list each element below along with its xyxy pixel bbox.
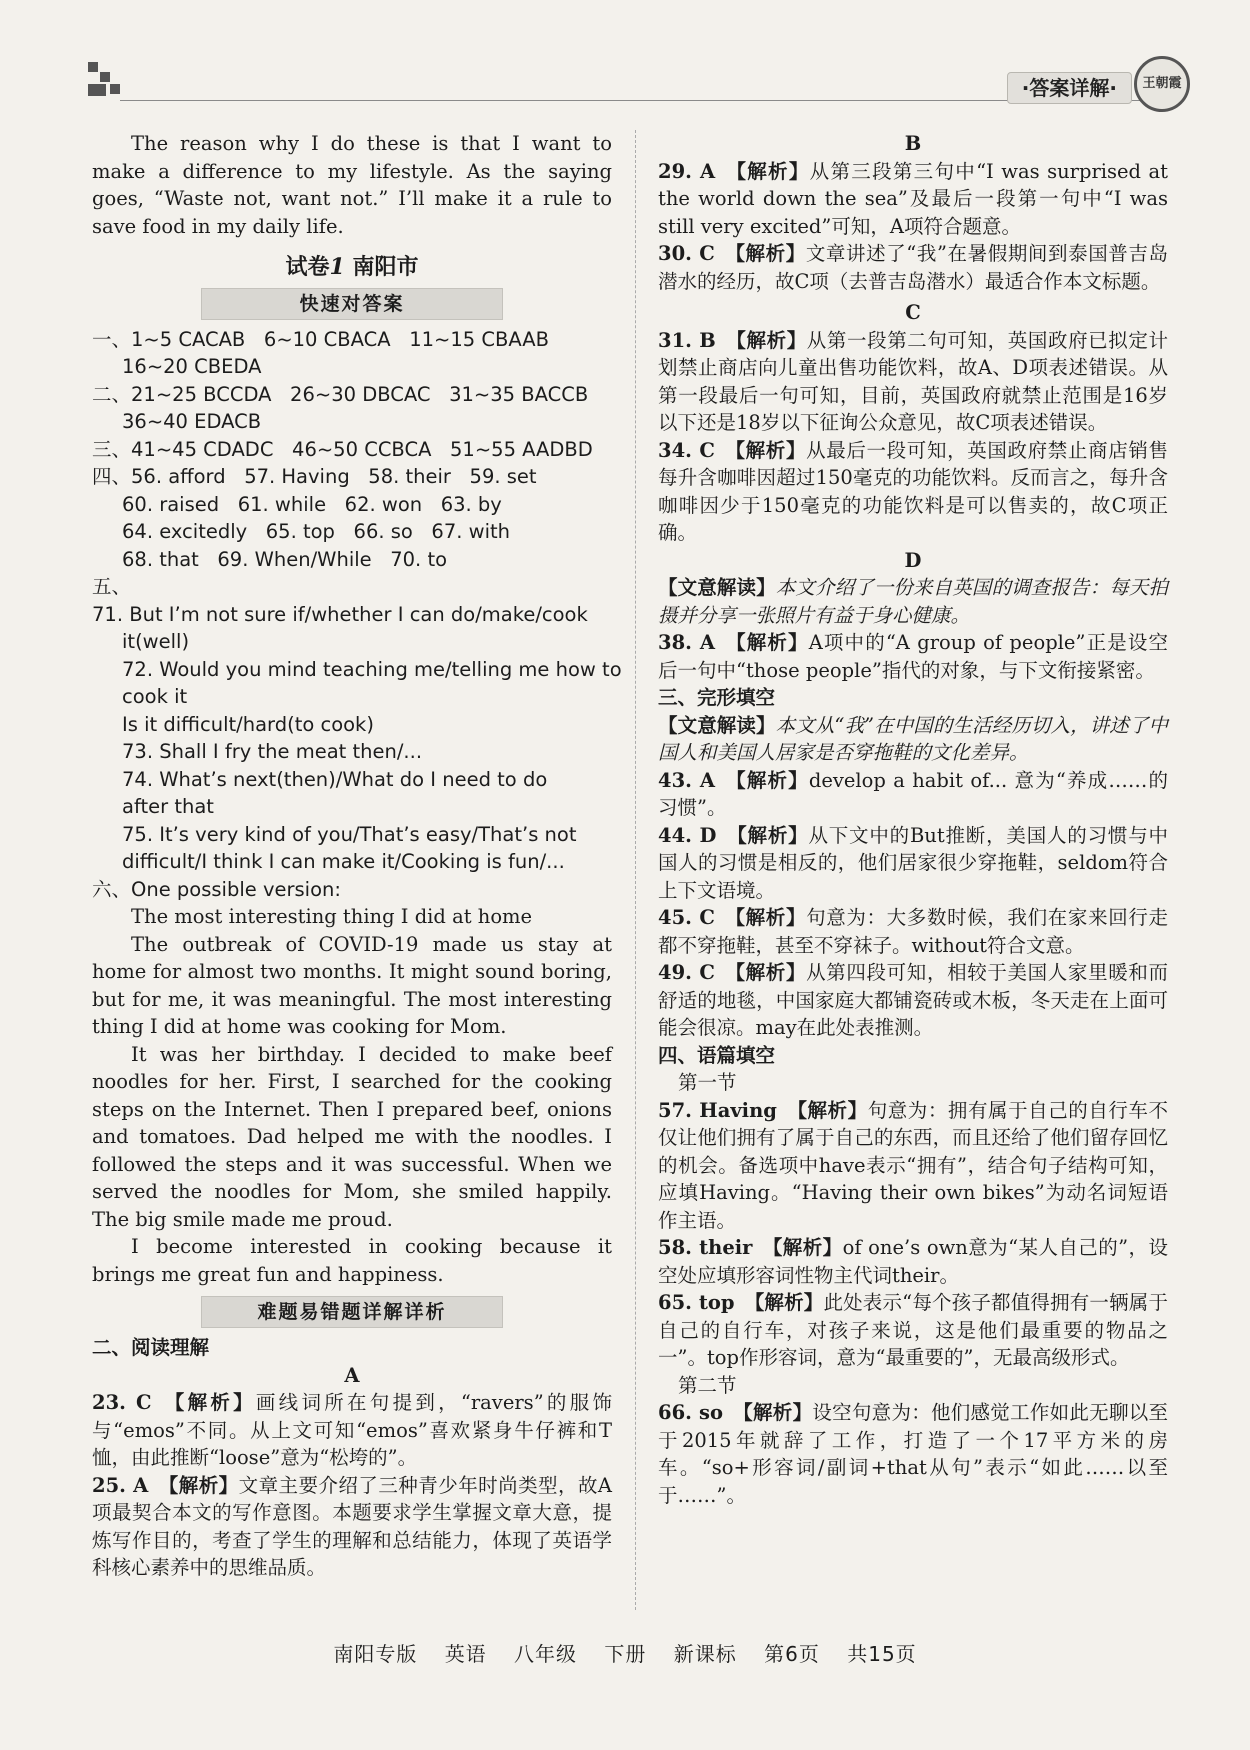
item-tag: 【解析】 <box>161 1391 256 1414</box>
answer-section-label: 一、 <box>92 327 132 351</box>
answer-line <box>92 793 612 821</box>
left-column <box>92 130 622 1582</box>
explanation-item <box>658 437 1168 547</box>
item-text: 从第一段第二句可知，英国政府已拟定计划禁止商店向儿童出售功能饮料，故A、D项表述错误。从第一段最后一句可知，目前，英国政府就禁止范围是16岁以下还是18岁以下征询公众意见，故C项表述错误。 <box>658 328 1168 434</box>
answer-text: 71. But I’m not sure if/whether I can do/make/cook <box>92 602 588 626</box>
explanation-item <box>658 327 1168 437</box>
item-text: 画线词所在句提到，“ravers”的服饰与“emos”不同。从上文可知“emos”喜欢紧身牛仔裤和T恤，由此推断“loose”意为“松垮的”。 <box>92 1391 612 1469</box>
essay-title: The most interesting thing I did at home <box>131 905 533 928</box>
item-text: of one’s own意为“某人自己的”，设空处应填形容词性物主代词their。 <box>658 1236 1168 1287</box>
item-text: develop a habit of... 意为“养成……的习惯”。 <box>658 768 1168 819</box>
explanation-item <box>658 1097 1168 1235</box>
answer-text: 1~5 CACAB 6~10 CBACA 11~15 CBAAB <box>131 327 549 351</box>
right-column <box>658 130 1168 1509</box>
section-fill: 四、语篇填空 <box>658 1043 776 1067</box>
answer-list <box>92 326 622 904</box>
answer-line <box>92 876 612 904</box>
explanation-item <box>658 629 1168 684</box>
item-text: A项中的“A group of people”正是设空后一句中“those people”指代的对象，与下文衔接紧密。 <box>658 631 1168 682</box>
item-number: 58. their <box>658 1236 753 1259</box>
passage-b-label: B <box>904 132 922 155</box>
footer-grade: 八年级 <box>514 1642 578 1666</box>
answer-section-label: 六、 <box>92 877 132 901</box>
answer-section-label: 四、 <box>92 465 132 488</box>
footer-page: 第6页 <box>764 1642 820 1666</box>
reading-d <box>658 574 1168 629</box>
answer-text: 16~20 CBEDA <box>122 355 262 378</box>
item-number: 44. D <box>658 823 717 847</box>
answer-text: 60. raised 61. while 62. won 63. by <box>122 492 502 516</box>
reading-body: 本文介绍了一份来自英国的调查报告：每天拍摄并分享一张照片有益于身心健康。 <box>658 576 1168 627</box>
item-number: 57. Having <box>658 1098 777 1122</box>
answer-line <box>92 628 612 656</box>
item-number: 30. C <box>658 242 715 265</box>
hard-questions-band: 难题易错题详解详析 <box>201 1296 503 1328</box>
footer-total: 共15页 <box>847 1642 917 1666</box>
quick-answers-band: 快速对答案 <box>201 288 503 320</box>
explanation-item <box>658 822 1168 905</box>
answer-line <box>92 518 612 546</box>
answer-text: difficult/I think I can make it/Cooking is fun/... <box>122 850 565 873</box>
item-tag: 【解析】 <box>724 961 807 984</box>
reading-tag: 【文意解读】 <box>658 713 776 737</box>
passage-c-label: C <box>905 301 921 324</box>
item-tag: 【解析】 <box>724 242 806 265</box>
item-tag: 【解析】 <box>726 823 809 847</box>
answer-text: 72. Would you mind teaching me/telling me how to <box>122 657 622 681</box>
items-cloze <box>658 767 1168 1042</box>
footer-subject: 英语 <box>444 1642 487 1666</box>
intro-paragraph: The reason why I do these is that I want to make a difference to my lifestyle. As the saying goes, “Waste not, want not.” I’ll make it a rule to save food in my daily life. <box>92 132 612 238</box>
item-number: 34. C <box>658 438 715 462</box>
answer-section-label: 五、 <box>92 575 132 598</box>
item-tag: 【解析】 <box>786 1098 868 1122</box>
section-reading: 二、阅读理解 <box>92 1336 210 1359</box>
answer-line <box>92 353 612 381</box>
item-number: 49. C <box>658 961 715 984</box>
header-label: ·答案详解· <box>1007 72 1132 104</box>
answer-text: 36~40 EDACB <box>122 410 262 433</box>
essay-paragraph: I become interested in cooking because it brings me great fun and happiness. <box>92 1235 612 1286</box>
left-items <box>92 1389 612 1582</box>
answer-text: 21~25 BCCDA 26~30 DBCAC 31~35 BACCB <box>131 382 589 406</box>
answer-text: 75. It’s very kind of you/That’s easy/That’s not <box>122 822 577 846</box>
essay-paragraph: The outbreak of COVID-19 made us stay at home for almost two months. It might sound boring, but for me, it was meaningful. The most interesting thing I did at home was cooking for Mom. <box>92 932 612 1038</box>
item-text: 句意为：拥有属于自己的自行车不仅让他们拥有了属于自己的东西，而且还给了他们留存回忆的机会。备选项中have表示“拥有”，结合句子结构可知，应填Having。“Having their own bikes”为动名词短语作主语。 <box>658 1098 1168 1232</box>
answer-line <box>92 546 612 574</box>
test-title-num: 1 <box>329 254 345 280</box>
item-tag: 【解析】 <box>158 1473 239 1497</box>
column-divider <box>635 130 636 1610</box>
part-two-label: 第二节 <box>678 1373 737 1397</box>
answer-line <box>92 738 612 766</box>
footer-term: 下册 <box>604 1642 647 1666</box>
footer-edition: 南阳专版 <box>333 1642 418 1666</box>
item-text: 文章讲述了“我”在暑假期间到泰国普吉岛潜水的经历，故C项（去普吉岛潜水）最适合作本文标题。 <box>658 242 1168 293</box>
item-number: 25. A <box>92 1473 149 1497</box>
explanation-item <box>658 1289 1168 1372</box>
answer-section-label: 三、 <box>92 437 132 461</box>
item-number: 65. top <box>658 1291 735 1314</box>
answer-text: cook it <box>122 685 188 708</box>
explanation-item <box>658 959 1168 1042</box>
answer-line <box>92 711 612 739</box>
item-text: 从最后一段可知，英国政府禁止商店销售每升含咖啡因超过150毫克的功能饮料。反而言之，每升含咖啡因少于150毫克的功能饮料是可以售卖的，故C项正确。 <box>658 438 1168 544</box>
answer-text: One possible version: <box>131 877 341 901</box>
explanation-item <box>658 767 1168 822</box>
item-text: 从第四段可知，相较于美国人家里暖和而舒适的地毯，中国家庭大都铺瓷砖或木板，冬天走在上面可能会很凉。may在此处表推测。 <box>658 961 1168 1039</box>
answer-text: Is it difficult/hard(to cook) <box>122 712 374 736</box>
answer-section-label: 二、 <box>92 382 132 406</box>
item-tag: 【解析】 <box>744 1291 824 1314</box>
item-tag: 【解析】 <box>724 438 807 462</box>
explanation-item <box>92 1472 612 1582</box>
answer-line <box>92 436 612 464</box>
item-tag: 【解析】 <box>725 328 807 352</box>
answer-line <box>92 573 612 628</box>
answer-line <box>92 381 612 409</box>
explanation-item <box>658 158 1168 241</box>
items-c <box>658 327 1168 547</box>
explanation-item <box>658 240 1168 295</box>
answer-text: 74. What’s next(then)/What do I need to do <box>122 767 548 791</box>
item-tag: 【解析】 <box>762 1236 843 1259</box>
explanation-item <box>658 1234 1168 1289</box>
items-b <box>658 158 1168 296</box>
item-number: 38. A <box>658 631 715 654</box>
answer-line <box>92 326 612 354</box>
logo-text: 王朝霞 <box>1142 76 1182 91</box>
answer-text: 68. that 69. When/While 70. to <box>122 547 448 571</box>
answer-line <box>92 491 612 519</box>
item-number: 45. C <box>658 906 715 929</box>
reading-body: 本文从“我”在中国的生活经历切入，讲述了中国人和美国人居家是否穿拖鞋的文化差异。 <box>658 713 1168 764</box>
item-number: 23. C <box>92 1391 152 1414</box>
item-number: 43. A <box>658 768 716 792</box>
footer-standard: 新课标 <box>673 1642 737 1666</box>
answer-line <box>92 683 612 711</box>
passage-d-label: D <box>904 548 922 572</box>
reading-cloze <box>658 712 1168 767</box>
items-d <box>658 629 1168 684</box>
part-one-label: 第一节 <box>678 1071 737 1094</box>
section-cloze: 三、完形填空 <box>658 686 776 709</box>
items-fill-two <box>658 1399 1168 1509</box>
page-footer <box>0 1638 1250 1667</box>
answer-text: after that <box>122 795 214 818</box>
answer-text: 56. afford 57. Having 58. their 59. set <box>131 465 537 488</box>
item-number: 66. so <box>658 1401 723 1424</box>
item-text: 从第三段第三句中“I was surprised at the world down the sea”及最后一段第一句中“I was still very excited”可知，A项符合题意。 <box>658 159 1168 238</box>
test-title-prefix: 试卷 <box>285 254 330 280</box>
item-text: 文章主要介绍了三种青少年时尚类型，故A项最契合本文的写作意图。本题要求学生掌握文章大意，提炼写作目的，考查了学生的理解和总结能力，体现了英语学科核心素养中的思维品质。 <box>92 1473 612 1579</box>
header-decoration <box>88 62 138 102</box>
answer-line <box>92 408 612 436</box>
essay-paragraph: It was her birthday. I decided to make beef noodles for her. First, I searched for the cooking steps on the Internet. Then I prepared beef, onions and tomatoes. Dad helped me with the noodles. I followed the steps and it was successful. When we served the noodles for Mom, she smiled happily. The big smile made me proud. <box>92 1042 612 1231</box>
explanation-item <box>658 904 1168 959</box>
explanation-item <box>658 1399 1168 1509</box>
item-text: 此处表示“每个孩子都值得拥有一辆属于自己的自行车，对孩子来说，这是他们最重要的物品之一”。top作形容词，意为“最重要的”，无最高级形式。 <box>658 1291 1168 1369</box>
answer-text: it(well) <box>122 630 190 653</box>
explanation-item <box>92 1389 612 1472</box>
item-tag: 【解析】 <box>724 631 809 654</box>
answer-line <box>92 656 622 684</box>
answer-line <box>92 848 612 876</box>
item-number: 31. B <box>658 328 716 352</box>
item-tag: 【解析】 <box>732 1401 813 1424</box>
item-number: 29. A <box>658 159 716 183</box>
item-text: 设空句意为：他们感觉工作如此无聊以至于2015年就辞了工作，打造了一个17平方米的房车。“so+形容词/副词+that从句”表示“如此……以至于……”。 <box>658 1401 1168 1507</box>
answer-text: 64. excitedly 65. top 66. so 67. with <box>122 520 511 543</box>
item-tag: 【解析】 <box>725 768 809 792</box>
test-title <box>92 254 612 282</box>
items-fill-one <box>658 1097 1168 1372</box>
brand-logo <box>1134 56 1190 112</box>
item-text: 从下文中的But推断，美国人的习惯与中国人的习惯是相反的，他们居家很少穿拖鞋，seldom符合上下文语境。 <box>658 823 1168 902</box>
item-text: 句意为：大多数时候，我们在家来回行走都不穿拖鞋，甚至不穿袜子。without符合文意。 <box>658 906 1168 957</box>
answer-text: 73. Shall I fry the meat then/... <box>122 740 423 763</box>
answer-text: 41~45 CDADC 46~50 CCBCA 51~55 AADBD <box>131 437 593 461</box>
answer-line <box>92 766 612 794</box>
answer-line <box>92 821 612 849</box>
answer-line <box>92 463 612 491</box>
test-title-city: 南阳市 <box>352 254 419 280</box>
passage-a-label: A <box>344 1363 360 1387</box>
reading-tag: 【文意解读】 <box>658 576 776 599</box>
item-tag: 【解析】 <box>725 159 810 183</box>
item-tag: 【解析】 <box>724 906 807 929</box>
